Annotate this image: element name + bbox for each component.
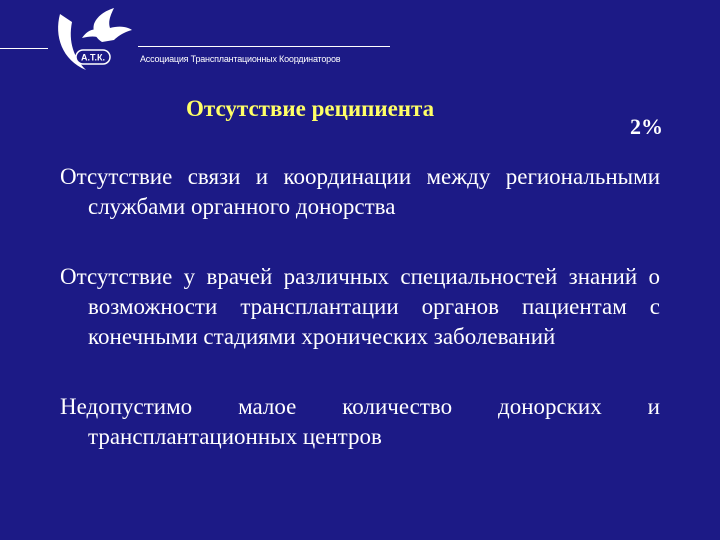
percent-value: 2% [630,114,663,139]
slide-body [60,162,660,452]
paragraph-2: Отсутствие у врачей различных специальностей знаний о возможности трансплантации органов пациентам с конечными стадиями хронических заболеваний [60,264,660,349]
paragraph-3: Недопустимо малое количество донорских и трансплантационных центров [60,394,660,449]
paragraph-1: Отсутствие связи и координации между региональными службами органного донорства [60,164,660,219]
logo-caption: Ассоциация Трансплантационных Координаторов [140,54,341,64]
logo-divider-right [138,46,390,47]
slide-title: Отсутствие реципиента [186,96,435,121]
logo-badge-text: А.Т.К. [81,52,105,63]
header-logo [0,0,720,80]
logo-divider-left [0,48,48,49]
dove-icon [52,4,138,72]
